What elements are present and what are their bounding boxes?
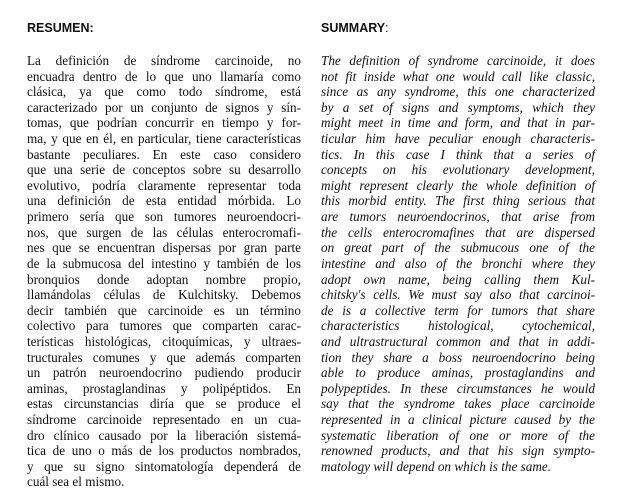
text-line: que una serie de conceptos sobre su desarrollo — [27, 162, 301, 178]
text-line: chitsky's cells. We must say also that carcinoi- — [321, 287, 595, 303]
text-line: caracterizado por un conjunto de signos y sín- — [27, 99, 301, 115]
text-line: clásica, ya que como todo síndrome, está — [27, 84, 301, 100]
text-line: ticular him have peculiar enough characteris- — [321, 131, 595, 147]
text-line: and ultrastructural common and that in addi- — [321, 333, 595, 349]
text-line: tion they share a boss neuroendocrino being — [321, 349, 595, 365]
text-line: are tumors neuroendocrinos, that arise from — [321, 209, 595, 225]
text-line: bastante peculiares. En este caso considero — [27, 146, 301, 162]
text-line: y que su signo sintomatología dependerá de — [27, 458, 301, 474]
text-line: The definition of syndrome carcinoide, it does — [321, 53, 595, 68]
text-line: de is a collective term for tumors that share — [321, 302, 595, 318]
text-line: on great part of the submucous one of the — [321, 240, 595, 256]
text-line: tics. In this case I think that a series of — [321, 146, 595, 162]
text-line: una definición de esta entidad mórbida. Lo — [27, 193, 301, 209]
text-line: nes que se encuentran dispersas por gran parte — [27, 240, 301, 256]
text-line: intestine and also of the bronchi where they — [321, 255, 595, 271]
text-line: aminas, prostaglandinas y polipéptidos. En — [27, 380, 301, 396]
summary-heading — [321, 20, 595, 36]
text-line: systematic liberation of one or more of the — [321, 427, 595, 443]
summary-body — [321, 53, 595, 474]
text-line: terísticas histológicas, citoquímicas, y ultraes- — [27, 333, 301, 349]
text-line: cuál sea el mismo. — [27, 474, 125, 490]
summary-heading-colon: : — [385, 21, 389, 35]
text-line: de la submucosa del intestino y también de los — [27, 255, 301, 271]
text-line: dro clínico causado por la liberación sistemá- — [27, 427, 301, 443]
text-line: able to produce aminas, prostaglandins and — [321, 365, 595, 381]
text-line: nos, que surgen de las células enterocromafi- — [27, 224, 301, 240]
resumen-heading: RESUMEN: — [27, 21, 94, 35]
text-line: La definición de síndrome carcinoide, no — [27, 53, 301, 68]
text-line: estas circunstancias diría que se produce el — [27, 396, 301, 412]
text-line: this morbid entity. The first thing serious that — [321, 193, 595, 209]
text-line: might represent clearly the whole definition of — [321, 177, 595, 193]
text-line: matology will depend on which is the same. — [321, 458, 552, 474]
text-line: concepts on his evolutionary development, — [321, 162, 595, 178]
resumen-section — [27, 20, 301, 490]
text-line: the cells enterocromafines that are dispersed — [321, 224, 595, 240]
text-line: by a set of signs and symptoms, which they — [321, 99, 595, 115]
text-line: renowned products, and that his sign sympto- — [321, 443, 595, 459]
text-line: evolutivo, podría claramente representar toda — [27, 177, 301, 193]
text-line: síndrome carcinoide representado en un cua- — [27, 412, 301, 428]
text-line: encuadra dentro de lo que uno llamaría como — [27, 68, 301, 84]
resumen-body — [27, 53, 301, 490]
text-line: un patrón neuroendocrino pudiendo producir — [27, 365, 301, 381]
text-line: might meet in time and form, and that in par- — [321, 115, 595, 131]
text-line: polypeptides. In these circumstances he would — [321, 380, 595, 396]
text-line: llamándolas células de Kulchitsky. Debemos — [27, 287, 301, 303]
text-line: adopt own name, being calling them Kul- — [321, 271, 595, 287]
text-line: characteristics histological, cytochemical, — [321, 318, 595, 334]
text-line: not fit inside what one would call like classic, — [321, 68, 595, 84]
summary-section — [321, 20, 595, 474]
summary-heading-text: SUMMARY — [321, 21, 386, 35]
text-line: say that the syndrome takes place carcinoide — [321, 396, 595, 412]
text-line: bronquios donde adoptan nombre propio, — [27, 271, 301, 287]
text-line: tomas, que podrían concurrir en tiempo y for- — [27, 115, 301, 131]
text-line: since as any syndrome, this one characterized — [321, 84, 595, 100]
text-line: tructurales comunes y que además comparten — [27, 349, 301, 365]
text-line: colectivo para tumores que comparten carac- — [27, 318, 301, 334]
text-line: represented in a clinical picture caused by the — [321, 412, 595, 428]
text-line: tica de uno o más de los productos nombrados, — [27, 443, 301, 459]
text-line: decir también que carcinoide es un término — [27, 302, 301, 318]
text-line: primero sería que son tumores neuroendocri- — [27, 209, 301, 225]
text-line: ma, y que en él, en particular, tiene características — [27, 131, 301, 147]
